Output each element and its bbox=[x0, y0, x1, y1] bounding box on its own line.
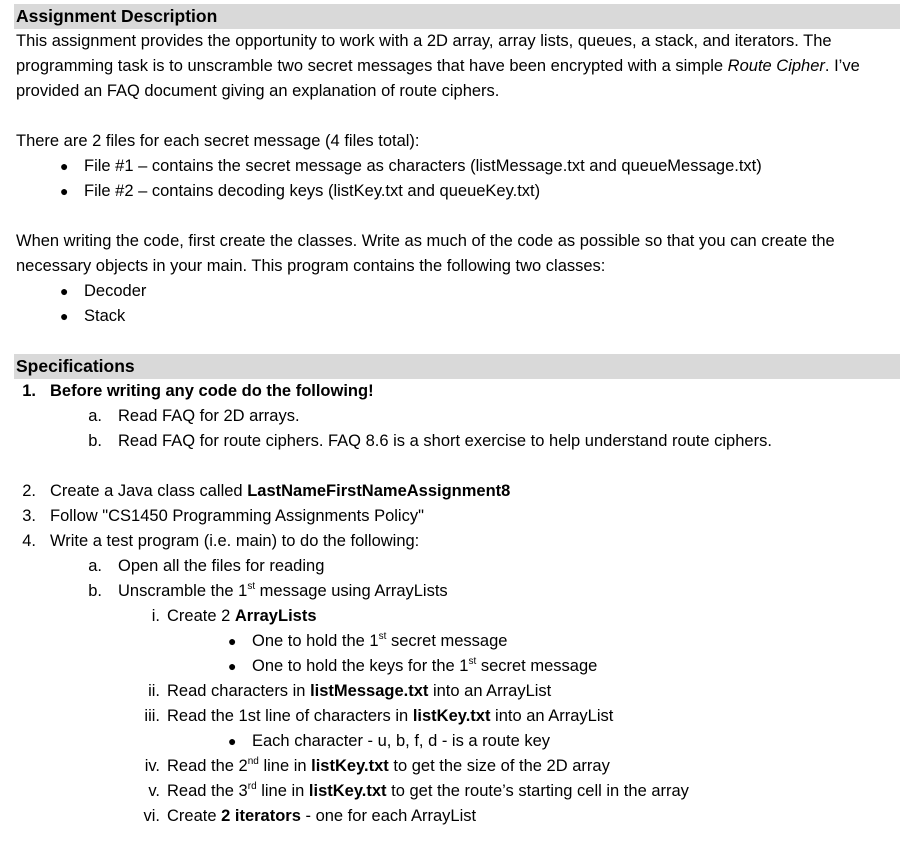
file-1-text: File #1 – contains the secret message as characters (listMessage.txt and queueMessage.txt) bbox=[84, 157, 762, 175]
bullet-icon: ● bbox=[60, 308, 69, 324]
bullet-icon: ● bbox=[228, 658, 237, 674]
bullet-text: Each character - u, b, f, d - is a route key bbox=[252, 732, 551, 750]
substep-label: b. bbox=[88, 582, 102, 600]
bullet-text-pre: One to hold the 1 bbox=[252, 632, 379, 650]
step-text-pre: Read the 1st line of characters in bbox=[167, 707, 413, 725]
intro-emphasis: Route Cipher bbox=[727, 57, 825, 75]
bullet-icon: ● bbox=[228, 733, 237, 749]
step-2-text: Create a Java class called bbox=[50, 482, 248, 500]
bullet-icon: ● bbox=[60, 158, 69, 174]
step-1b-text: Read FAQ for route ciphers. FAQ 8.6 is a short exercise to help understand route ciphers. bbox=[118, 432, 772, 450]
bullet-text-pre: One to hold the keys for the 1 bbox=[252, 657, 469, 675]
step-text-pre: Read the 3 bbox=[167, 782, 248, 800]
step-4b-v bbox=[16, 779, 900, 804]
list-item bbox=[16, 179, 900, 204]
step-3 bbox=[16, 504, 900, 529]
list-item bbox=[16, 729, 900, 754]
list-item bbox=[16, 629, 900, 654]
step-1-text: Before writing any code do the following! bbox=[50, 382, 374, 400]
bullet-text-post: secret message bbox=[476, 657, 598, 675]
intro-paragraph bbox=[16, 29, 900, 104]
file-name: listKey.txt bbox=[311, 757, 389, 775]
assignment-description-heading: Assignment Description bbox=[14, 4, 900, 29]
file-name: listKey.txt bbox=[308, 782, 387, 800]
step-4 bbox=[16, 529, 900, 554]
roman-label: iv. bbox=[144, 757, 160, 775]
superscript: st bbox=[247, 581, 256, 592]
step-text-post: into an ArrayList bbox=[428, 682, 552, 700]
step-4b-ii bbox=[16, 679, 900, 704]
step-4a-text: Open all the files for reading bbox=[118, 557, 325, 575]
step-number: 2. bbox=[22, 482, 36, 500]
list-item bbox=[16, 654, 900, 679]
bullet-text-post: secret message bbox=[386, 632, 508, 650]
step-4a bbox=[16, 554, 900, 579]
step-2 bbox=[16, 479, 900, 504]
file-2-text: File #2 – contains decoding keys (listKey.txt and queueKey.txt) bbox=[84, 182, 541, 200]
step-4b-i-text: Create 2 bbox=[167, 607, 235, 625]
bullet-icon: ● bbox=[228, 633, 237, 649]
step-1b bbox=[16, 429, 900, 454]
step-text-post: - one for each ArrayList bbox=[300, 807, 477, 825]
roman-label: iii. bbox=[144, 707, 160, 725]
class-decoder: Decoder bbox=[84, 282, 147, 300]
bullet-icon: ● bbox=[60, 183, 69, 199]
class-name: LastNameFirstNameAssignment8 bbox=[247, 482, 511, 500]
roman-label: vi. bbox=[143, 807, 160, 825]
roman-label: i. bbox=[151, 607, 160, 625]
step-text-post: to get the route’s starting cell in the array bbox=[386, 782, 689, 800]
intro-text-1: This assignment provides the opportunity to work with a 2D array, array lists, queues, a stack, and iterators. The programming task is to unscramble two secret messages that have been encrypted with a simple bbox=[16, 32, 832, 75]
step-text-mid: line in bbox=[256, 782, 309, 800]
step-3-text: Follow "CS1450 Programming Assignments Policy" bbox=[50, 507, 424, 525]
substep-label: a. bbox=[88, 407, 102, 425]
step-number: 3. bbox=[22, 507, 36, 525]
step-text-post: into an ArrayList bbox=[490, 707, 614, 725]
specifications-heading: Specifications bbox=[14, 354, 900, 379]
step-number: 1. bbox=[22, 382, 36, 400]
step-4b-iv bbox=[16, 754, 900, 779]
bold-term: ArrayLists bbox=[234, 607, 317, 625]
roman-label: ii. bbox=[148, 682, 160, 700]
intro-text-2: . I’ve provided an FAQ document giving an explanation of route ciphers. bbox=[16, 57, 860, 100]
file-name: listMessage.txt bbox=[310, 682, 429, 700]
step-number: 4. bbox=[22, 532, 36, 550]
files-intro: There are 2 files for each secret message (4 files total): bbox=[16, 132, 420, 150]
classes-list bbox=[16, 279, 900, 329]
files-list bbox=[16, 154, 900, 204]
step-1a bbox=[16, 404, 900, 429]
roman-label: v. bbox=[148, 782, 160, 800]
classes-intro: When writing the code, first create the classes. Write as much of the code as possible so that you can create the necessary objects in your main. This program contains the following two classes: bbox=[16, 232, 835, 275]
file-name: listKey.txt bbox=[412, 707, 491, 725]
step-4b-iii bbox=[16, 704, 900, 729]
list-item bbox=[16, 304, 900, 329]
step-text-post: to get the size of the 2D array bbox=[388, 757, 610, 775]
step-4b-vi bbox=[16, 804, 900, 829]
step-text-pre: Read characters in bbox=[167, 682, 311, 700]
list-item bbox=[16, 279, 900, 304]
superscript: st bbox=[378, 631, 387, 642]
step-4b bbox=[16, 579, 900, 604]
bullet-icon: ● bbox=[60, 283, 69, 299]
step-4b-text-post: message using ArrayLists bbox=[255, 582, 448, 600]
step-1a-text: Read FAQ for 2D arrays. bbox=[118, 407, 300, 425]
step-text-mid: line in bbox=[258, 757, 312, 775]
superscript: rd bbox=[247, 781, 257, 792]
step-1 bbox=[16, 379, 900, 404]
substep-label: a. bbox=[88, 557, 102, 575]
list-item bbox=[16, 154, 900, 179]
step-4b-i bbox=[16, 604, 900, 629]
substep-label: b. bbox=[88, 432, 102, 450]
step-text-pre: Read the 2 bbox=[167, 757, 248, 775]
bold-term: 2 iterators bbox=[221, 807, 301, 825]
class-stack: Stack bbox=[84, 307, 126, 325]
document-body bbox=[16, 4, 900, 829]
step-4-text: Write a test program (i.e. main) to do the following: bbox=[50, 532, 420, 550]
step-4b-text-pre: Unscramble the 1 bbox=[118, 582, 248, 600]
step-text-pre: Create bbox=[167, 807, 222, 825]
superscript: st bbox=[468, 656, 477, 667]
superscript: nd bbox=[247, 756, 259, 767]
